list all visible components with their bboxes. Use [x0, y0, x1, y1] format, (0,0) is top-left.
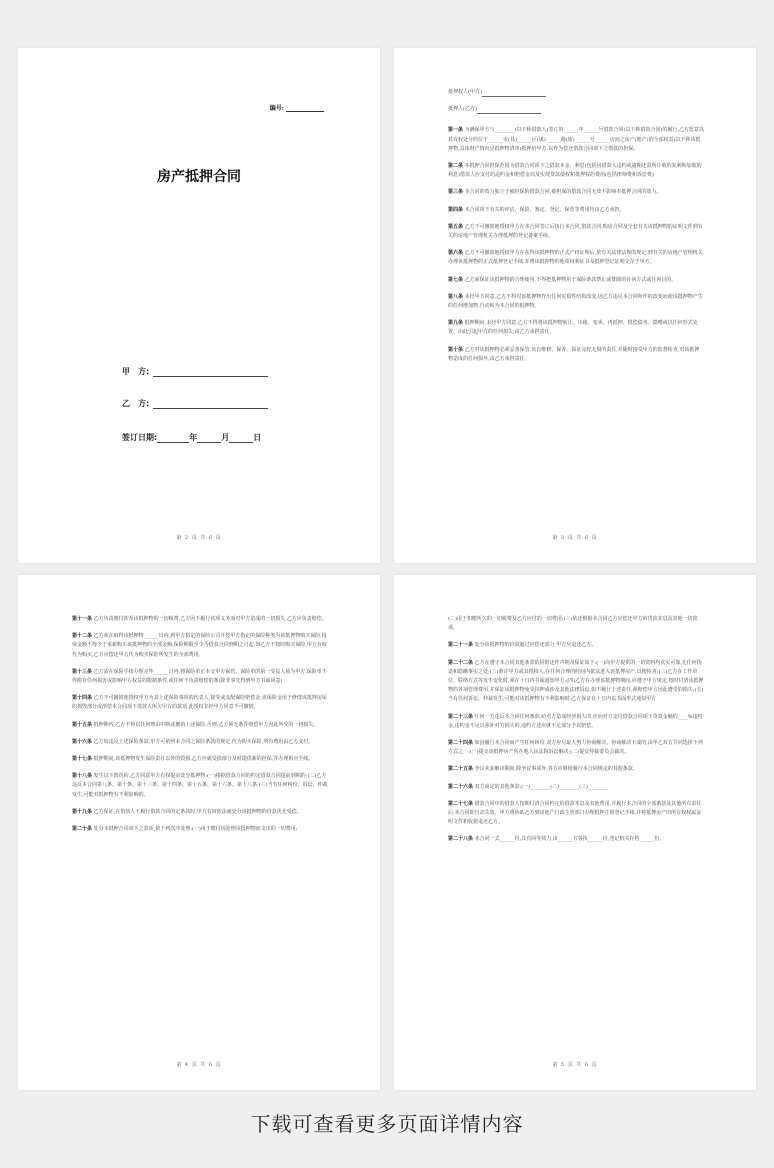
clause: [448, 765, 704, 774]
clause: [448, 346, 704, 364]
clause-text: 乙方不可撤销地授权甲方在获得该抵押物的正式产权证明后,依有关法律法规的规定,到有关的房地产管理机关办理该抵押物的正式抵押登记手续,并将该抵押物的他项权利证书及抵押登记证明交存于甲方。: [448, 250, 703, 266]
clause-text: 乙方不可撤销地授权甲方为其上述保险事项的代表人,接受或支配保险赔偿金;该保险金用于修缮该抵押房屋的损毁部分或清偿本合同项下借款人所欠甲方的款项,此授权非经甲方同意不可撤销。: [72, 695, 327, 711]
clause-text: 抵押期间,该抵押物发生保险责任以外的毁损,乙方应就受损部分及时提供新的担保,并办理相应手续。: [93, 756, 314, 763]
clause-label: 第二条: [448, 163, 464, 170]
contract-number: [270, 103, 324, 112]
party-b-label: 乙 方:: [122, 399, 150, 408]
clause: [72, 615, 328, 624]
clause: [72, 772, 328, 800]
party-a-label: 甲 方:: [122, 367, 150, 376]
clause-text: 乙方负责缴付涉及该抵押物的一切税费,乙方因不履行该项义务而对甲方造成的一切损失,乙方应负责赔偿。: [93, 616, 327, 622]
pledgor-blank: [477, 108, 541, 114]
clause: [448, 293, 704, 311]
page-footer: 第 5 页 共 6 页: [552, 1062, 598, 1068]
continued-text: (二)用于扣缴所欠的一切税费及乙方应付的一切费用;(三)依还根据本合同乙方应偿还甲方的贷款本息及其他一切款项。: [448, 616, 698, 632]
clause-text: 乙方在遵守本合同其他条款的同时还作声明及保证如下:(一)向甲方提供的一切资料均真实可靠,无任何伪造和隐瞒事实之处;(二)准许甲方或其授权人,在任何合理的时间内依法进入该抵押房产,以便检查;(三)乙方在工作单位、联络方式等发生变化时,须在十日内书面通知甲方;(四)乙方在办理该抵押物期间,应遵守甲方规定,按时付清该抵押物的各项管理费用,并保证该抵押物免受扣押或涉及其他法律诉讼,如不履行上述责任,须赔偿甲方因此遭受的损失;(五)当有任何诉讼、仲裁发生,可能对该抵押物有不利影响时,乙方保证在十日内以书面形式通知甲方: [448, 659, 704, 703]
clause-text: 本合同一式______份,具有同等效力,由______方各执______份,登记机关存档______份。: [474, 836, 665, 843]
clause: [72, 825, 328, 834]
party-b-field: [122, 398, 268, 409]
clause: [448, 783, 704, 792]
page-2: [394, 48, 756, 563]
clause-label: 第十一条: [72, 616, 93, 622]
clause: [448, 739, 704, 757]
contract-number-blank: [286, 105, 324, 112]
month-blank: [197, 434, 221, 443]
clause-label: 第十九条: [72, 808, 93, 815]
page-footer: 第 2 页 共 6 页: [176, 535, 222, 541]
clause-text: 本合同的效力独立于被担保的借款合同,被担保的借款合同无效不影响本抵押合同的效力。: [464, 189, 662, 196]
clause-text: 乙方如违反上述保险条款,甲方可依照本合同之保险条款的规定,代为购买保险,所有费用由乙方支付。: [93, 738, 314, 745]
pledgor-label: 抵押人(乙方): [448, 106, 477, 113]
page-3: [18, 575, 380, 1090]
clause-label: 第二十四条: [448, 740, 474, 747]
clause-label: 第二十八条: [448, 836, 474, 843]
clause-label: 第十八条: [72, 773, 93, 780]
clause-label: 第十二条: [72, 633, 93, 640]
clause-label: 第二十六条: [448, 783, 474, 790]
clause-text: 本合同项下有关的评估、保险、鉴定、登记、保管等费用均由乙方承担。: [464, 206, 625, 213]
clause-label: 第八条: [448, 293, 464, 300]
clause: [72, 755, 328, 764]
clause-text: 乙方须在取得该抵押物______日内,到甲方指定的保险公司并按甲方指定的保险种类为该抵押物购买保险,投保金额不得少于重新购买该抵押物的全部金额;保险期限至少为借款合同到期之日起,如乙方不按时购买保险,甲方有权代为购买,乙方应偿还甲方代为购买保险所发生的全部费用。: [72, 633, 327, 658]
clause: [448, 713, 704, 731]
page-2-body: [448, 88, 704, 372]
clause-text: 借款合同中的借款人按期付清合同约定的借款本息及其他费用,并履行本合同的全部条款及其他所有责任后,本合同即自动失效。甲方将协助乙方到房地产行政主管部门办理抵押注销登记手续,并将抵押房产的所有权权属证明文件和收据退还乙方。: [448, 800, 702, 826]
page-3-body: [72, 615, 328, 842]
clause: [448, 641, 704, 650]
clause-text: 乙方需在保险手续办理完毕______日内,将保险单正本交甲方保管。保险单的第一受益人须为甲方,保险单不得附有任何损害或影响甲方权益的限制条件,或任何不负责赔偿的条(除非事先得到甲方书面同意): [72, 668, 327, 685]
page-footer: 第 4 页 共 6 页: [176, 1062, 222, 1068]
page-4: [394, 575, 756, 1090]
clause-list: [72, 615, 328, 834]
clause: [448, 276, 704, 285]
day-blank: [229, 434, 253, 443]
clause-text: 任何一方违反本合同任何条款,给对方造成经济损失的,应向对方支付借款合同项下贷款金额的____%违约金,违约金不足以弥补对方损失的,违约方还应就不足部分予以赔偿。: [448, 713, 703, 729]
pledgee-blank: [482, 91, 546, 97]
clause-text: 乙方保证,在借款人不履行借款合同的定条款时,甲方有权依法就处分该抵押物的价款优先受偿。: [93, 808, 302, 815]
clause: [448, 659, 704, 705]
page-footer: 第 3 页 共 6 页: [552, 535, 598, 541]
clause-label: 第十条: [448, 346, 464, 353]
month-label: 月: [221, 433, 230, 442]
clause: [72, 694, 328, 712]
clause: [448, 835, 704, 844]
clause-text: 乙方须保证该抵押物的合理使用,不得把抵押物用于保险条款禁止或排除的任何方式或任何目的。: [464, 276, 677, 283]
pledgee-line: [448, 88, 704, 97]
clause-label: 第十三条: [72, 668, 93, 675]
party-a-field: [122, 366, 268, 377]
clause: [448, 223, 704, 241]
clause-list: [448, 126, 704, 364]
clause-label: 第十四条: [72, 695, 93, 702]
clause-label: 第六条: [448, 250, 464, 257]
clause-label: 第二十五条: [448, 766, 474, 773]
clause-label: 第二十条: [72, 826, 93, 833]
clause-text: 未经甲方同意,乙方不得对该抵押物作出任何实质性结构改变,因乙方违反本合同所作的改变而使该抵押物产生的任何增加物,自动转为本合同的抵押物。: [448, 293, 703, 310]
clause-label: 第十五条: [72, 721, 93, 728]
signing-date-label: 签订日期:: [122, 433, 158, 442]
year-blank: [157, 434, 189, 443]
clause: [72, 721, 328, 730]
clause: [448, 319, 704, 337]
clause-label: 第四条: [448, 206, 464, 213]
clause-label: 第十六条: [72, 738, 93, 745]
pledgee-label: 抵押权人(甲方): [448, 89, 482, 95]
page-4-body: [448, 615, 704, 853]
signing-date: [122, 432, 261, 443]
clause-text: 为确保甲方与________(以下称借款人)签订的______年______号借款合同(以下称借款合同)的履行,乙方愿意以其有权处分的位于______市(县)______区(镇)______路(街)______号______房间之房产(地产)的全部权益(以下称该抵押物,具体财产情况见抵押物清单)抵押给甲方,以作为偿还借款合同项下之借款的担保。: [448, 127, 705, 152]
download-caption: 下载可查看更多页面详情内容: [250, 1112, 524, 1136]
page-cover: [18, 48, 380, 563]
clause-text: 处分该抵押物的价款超过应偿还部分,甲方应退还乙方。: [474, 642, 597, 649]
year-label: 年: [189, 433, 198, 442]
clause-label: 第二十二条: [448, 659, 474, 666]
clause: [448, 800, 704, 828]
clause-text: 抵押期间,未经甲方同意,乙方不得将该抵押物转让、出租、变卖、再抵押、抵偿债务、馈赠或以任何形式处置。由此引起甲方的任何损失,由乙方承担责任。: [448, 320, 698, 336]
contract-number-label: 编号:: [269, 105, 284, 112]
clause-label: 第一条: [448, 127, 464, 134]
clause-text: 发生以下情况的,乙方同意甲方有权提前处分抵押物:(一)根据借款合同的约定借款合同提前到期的;(二)乙方违反本合同第八条、第十条、第十三条、第十四条、第十五条、第十六条、第十八条;(三)当有任何纠纷、诉讼、仲裁发生,可能对抵押物有不利影响的。: [72, 773, 328, 798]
clause: [72, 738, 328, 747]
clause-text: 双方商定的其他条款:(一)________(二)________(三)________: [474, 783, 608, 790]
clause-text: 乙方不可撤销地授权甲方在本合同签订后执行本合同,借款合同,购房合同及全套有关该抵押物的证明文件到有关的房地产管理机关办理抵押的登记备案手续。: [448, 223, 703, 240]
clause-text: 处分本抵押合同项下之款项,依下列次序处理:(一)用于缴付因处理该抵押物而支出的一切费用;: [93, 826, 298, 833]
clause-text: 抵押期内,乙方不得以任何理由中断或撤销上述保险,否则,乙方须无条件赔偿甲方因此所受的一切损失。: [93, 721, 319, 728]
clause: [448, 206, 704, 215]
clause-label: 第七条: [448, 276, 464, 283]
clause-list: [448, 641, 704, 844]
clause: [72, 808, 328, 817]
clause: [448, 162, 704, 180]
clause: [448, 249, 704, 267]
clause-text: 乙方对该抵押物必须妥善保管,负有维修、保养、保证完好无损的责任,并随时接受甲方的监督检查,对该抵押物造成的任何损坏,由乙方承担责任。: [448, 346, 700, 362]
clause: [72, 632, 328, 660]
clause-text: 本抵押合同担保范围为借款合同项下之借款本金、利息(包括因借款人违约或逾期还款所计收的复利和加收的利息)借款人应支付的违约金和赔偿金以及实现贷款债权和抵押权的费用(包括律师费和诉讼费): [448, 163, 702, 179]
document-title: 房产抵押合同: [157, 169, 241, 185]
pledgor-line: [448, 105, 704, 114]
party-a-line: [153, 368, 268, 377]
day-label: 日: [253, 433, 262, 442]
clause: [448, 126, 704, 154]
clause-text: 如因履行本合同而产生任何纠纷,双方应尽最大努力协商解决。协商解决不成的,由甲乙双方共同选择下列方式之一:(一)提交该抵押房产所在地人民法院诉讼解决;(二)提交仲裁委员会裁决。: [448, 740, 703, 756]
clause-label: 第二十七条: [448, 800, 474, 807]
party-b-line: [153, 400, 268, 409]
clause-label: 第五条: [448, 223, 464, 230]
clause: [72, 668, 328, 686]
clause-label: 第十七条: [72, 756, 93, 763]
clause-label: 第二十一条: [448, 642, 474, 649]
clause-label: 第九条: [448, 320, 464, 327]
clause: [448, 188, 704, 197]
clause-label: 第二十三条: [448, 713, 474, 720]
clause-text: 争议未获解决期间,除争议事项外,各方应继续履行本合同规定的其他条款。: [474, 766, 638, 773]
clause-label: 第三条: [448, 189, 464, 196]
